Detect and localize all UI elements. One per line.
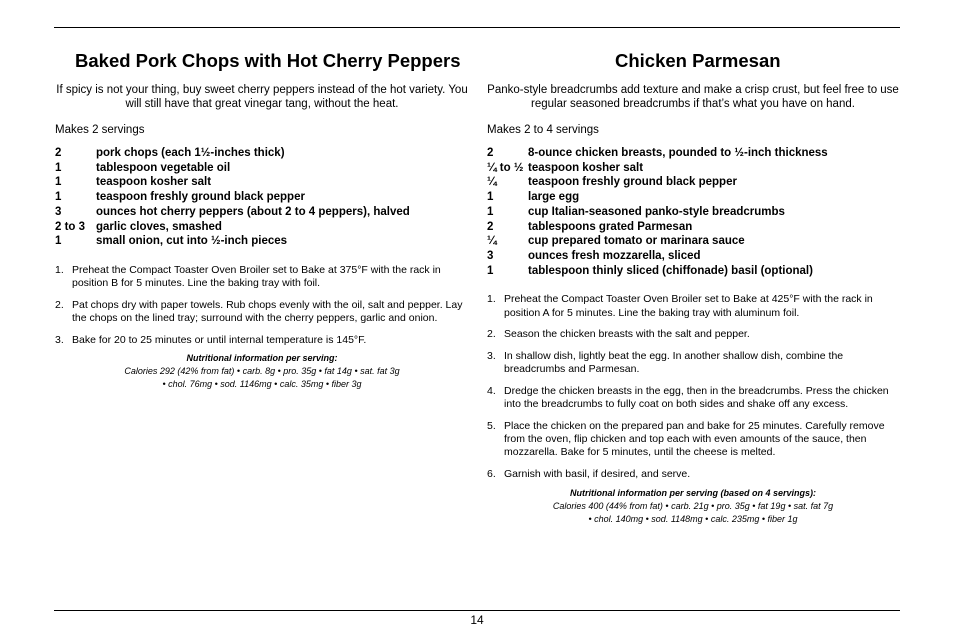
ingredient-quantity: ¼: [487, 235, 497, 248]
nutrition-line: Calories 400 (44% from fat) • carb. 21g • pro. 35g • fat 19g • sat. fat 7g: [552, 500, 834, 511]
ingredient-text: tablespoons grated Parmesan: [528, 220, 693, 233]
step-item: [487, 385, 899, 411]
ingredient-quantity: 3: [55, 205, 62, 218]
ingredient-quantity: 1: [487, 205, 494, 218]
bottom-rule: [54, 610, 900, 611]
step-number: 5.: [487, 419, 496, 432]
recipe-servings: Makes 2 to 4 servings: [487, 124, 599, 136]
ingredient-row: [55, 234, 469, 249]
ingredient-text: 8-ounce chicken breasts, pounded to ½-inch thickness: [528, 147, 828, 159]
ingredient-row: [487, 249, 899, 264]
ingredient-list: [487, 146, 899, 278]
nutrition-heading: Nutritional information per serving (based on 4 servings):: [569, 487, 817, 498]
ingredient-row: [55, 220, 469, 235]
step-number: 3.: [487, 349, 496, 362]
step-text: Garnish with basil, if desired, and serve.: [504, 467, 691, 480]
ingredient-row: [487, 205, 899, 220]
step-item: [487, 468, 899, 481]
ingredient-row: [487, 234, 899, 249]
nutrition-info: [487, 487, 899, 526]
ingredient-text: tablespoon vegetable oil: [96, 161, 231, 174]
step-number: 1.: [55, 263, 64, 276]
ingredient-quantity: 2: [487, 220, 494, 233]
ingredient-text: teaspoon kosher salt: [96, 176, 212, 189]
step-list: [487, 293, 899, 481]
ingredient-text: ounces fresh mozzarella, sliced: [528, 249, 701, 262]
recipe-pork-chops: [55, 50, 469, 391]
ingredient-text: cup Italian-seasoned panko-style breadcrumbs: [528, 205, 785, 218]
ingredient-row: [487, 146, 899, 161]
ingredient-text: teaspoon freshly ground black pepper: [96, 191, 305, 204]
ingredient-row: [487, 220, 899, 235]
step-item: [55, 334, 469, 347]
ingredient-quantity: 3: [487, 249, 494, 262]
step-text: In shallow dish, lightly beat the egg. In another shallow dish, combine the breadcrumbs and Parmesan.: [504, 349, 844, 376]
ingredient-quantity: 2 to 3: [55, 220, 86, 233]
ingredient-text: teaspoon freshly ground black pepper: [528, 176, 737, 189]
ingredient-row: [487, 175, 899, 190]
ingredient-row: [55, 190, 469, 205]
step-item: [55, 264, 469, 290]
recipe-intro: Panko-style breadcrumbs add texture and make a crisp crust, but feel free to use regular seasoned breadcrumbs if that’s what you have on hand.: [487, 84, 899, 110]
ingredient-quantity: ¼ to ½: [487, 161, 524, 174]
step-number: 6.: [487, 467, 496, 480]
ingredient-text: ounces hot cherry peppers (about 2 to 4 peppers), halved: [96, 205, 410, 218]
step-item: [487, 293, 899, 319]
ingredient-text: teaspoon kosher salt: [528, 161, 644, 174]
step-number: 2.: [55, 298, 64, 311]
top-rule: [54, 27, 900, 28]
ingredient-quantity: 1: [55, 235, 62, 248]
ingredient-text: garlic cloves, smashed: [96, 220, 222, 233]
ingredient-row: [487, 161, 899, 176]
ingredient-row: [55, 175, 469, 190]
step-number: 4.: [487, 384, 496, 397]
nutrition-line: Calories 292 (42% from fat) • carb. 8g • pro. 35g • fat 14g • sat. fat 3g: [124, 366, 400, 377]
recipe-intro: If spicy is not your thing, buy sweet cherry peppers instead of the hot variety. You will still have that great vinegar tang, without the heat.: [56, 84, 468, 110]
step-item: [55, 299, 469, 325]
ingredient-quantity: 1: [55, 191, 62, 204]
ingredient-text: cup prepared tomato or marinara sauce: [528, 235, 745, 248]
ingredient-quantity: 1: [55, 161, 62, 174]
recipe-chicken-parmesan: [487, 50, 899, 526]
step-list: [55, 264, 469, 347]
ingredient-quantity: 2: [487, 147, 494, 159]
nutrition-line: • chol. 76mg • sod. 1146mg • calc. 35mg • fiber 3g: [162, 379, 362, 390]
step-text: Preheat the Compact Toaster Oven Broiler set to Bake at 375°F with the rack in position B for 5 minutes. Line the baking tray with foil.: [72, 263, 441, 290]
nutrition-info: [55, 352, 469, 391]
ingredient-quantity: ¼: [487, 176, 497, 189]
ingredient-text: small onion, cut into ½-inch pieces: [96, 235, 288, 248]
ingredient-row: [487, 264, 899, 279]
recipe-title: Chicken Parmesan: [615, 50, 781, 71]
ingredient-row: [55, 146, 469, 161]
ingredient-row: [55, 205, 469, 220]
step-text: Place the chicken on the prepared pan and bake for 25 minutes. Carefully remove from the oven, flip chicken and top each with even amounts of the sauce, then mozzarella. Bake for 5 minutes, until the cheese is melted.: [504, 419, 885, 459]
ingredient-list: [55, 146, 469, 249]
step-text: Bake for 20 to 25 minutes or until internal temperature is 145°F.: [72, 333, 367, 346]
page-number: 14: [470, 613, 484, 627]
ingredient-quantity: 1: [487, 191, 494, 204]
step-number: 2.: [487, 328, 496, 341]
ingredient-row: [55, 161, 469, 176]
step-text: Pat chops dry with paper towels. Rub chops evenly with the oil, salt and pepper. Lay the chops on the lined tray; surround with the cherry peppers, garlic and onion.: [72, 298, 463, 325]
step-number: 3.: [55, 333, 64, 346]
ingredient-row: [487, 190, 899, 205]
step-text: Dredge the chicken breasts in the egg, then in the breadcrumbs. Press the chicken into the breadcrumbs to fully coat on both sides and shake off any excess.: [504, 384, 889, 411]
ingredient-quantity: 1: [487, 264, 494, 277]
ingredient-text: large egg: [528, 191, 580, 204]
ingredient-text: tablespoon thinly sliced (chiffonade) basil (optional): [528, 264, 813, 277]
recipe-title: Baked Pork Chops with Hot Cherry Peppers: [75, 50, 461, 71]
step-item: [487, 350, 899, 376]
step-number: 1.: [487, 293, 496, 306]
nutrition-heading: Nutritional information per serving:: [186, 353, 338, 364]
nutrition-line: • chol. 140mg • sod. 1148mg • calc. 235mg • fiber 1g: [588, 513, 798, 524]
step-item: [487, 328, 899, 341]
step-item: [487, 420, 899, 460]
ingredient-quantity: 2: [55, 147, 62, 159]
recipe-servings: Makes 2 servings: [55, 124, 145, 136]
step-text: Preheat the Compact Toaster Oven Broiler set to Bake at 425°F with the rack in position A for 5 minutes. Line the baking tray with aluminum foil.: [504, 293, 873, 319]
step-text: Season the chicken breasts with the salt and pepper.: [504, 328, 750, 341]
ingredient-text: pork chops (each 1½-inches thick): [96, 147, 285, 159]
ingredient-quantity: 1: [55, 176, 62, 189]
